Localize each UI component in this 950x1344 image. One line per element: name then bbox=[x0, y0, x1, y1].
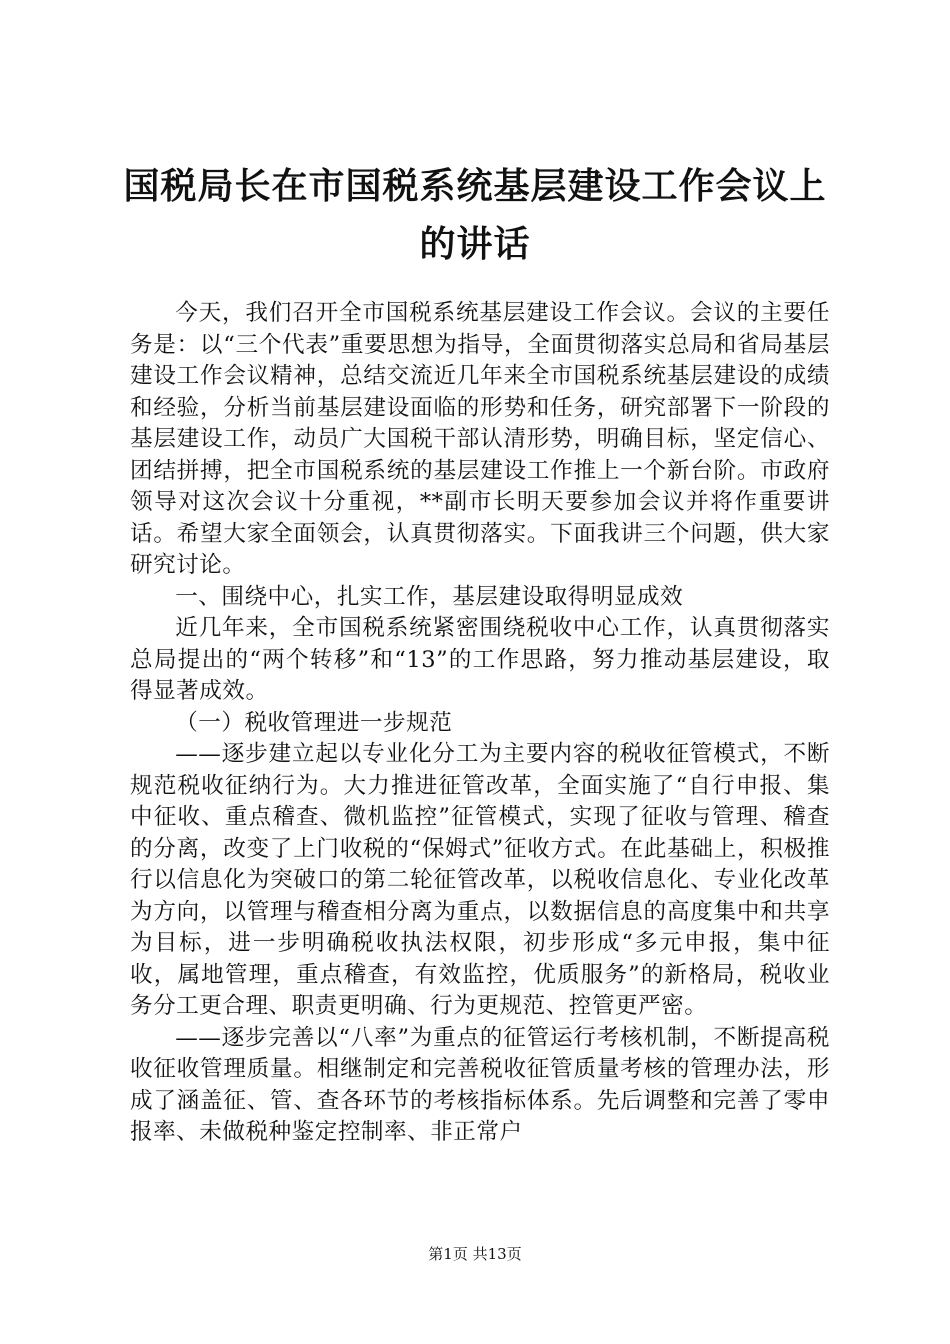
document-body bbox=[130, 298, 830, 1149]
document-title: 国税局长在市国税系统基层建设工作会议上的讲话 bbox=[123, 166, 827, 265]
paragraph-section-1-intro: 近几年来，全市国税系统紧密围绕税收中心工作，认真贯彻落实总局提出的“两个转移”和“13”的工作思路，努力推动基层建设，取得显著成效。 bbox=[130, 615, 830, 704]
paragraph-intro: 今天，我们召开全市国税系统基层建设工作会议。会议的主要任务是：以“三个代表”重要思想为指导，全面贯彻落实总局和省局基层建设工作会议精神，总结交流近几年来全市国税系统基层建设的成绩和经验，分析当前基层建设面临的形势和任务，研究部署下一阶段的基层建设工作，动员广大国税干部认清形势，明确目标，坚定信心、团结拼搏，把全市国税系统的基层建设工作推上一个新台阶。市政府领导对这次会议十分重视，**副市长明天要参加会议并将作重要讲话。希望大家全面领会，认真贯彻落实。下面我讲三个问题，供大家研究讨论。 bbox=[130, 300, 830, 578]
paragraph-bullet-1: ——逐步建立起以专业化分工为主要内容的税收征管模式，不断规范税收征纳行为。大力推进征管改革，全面实施了“自行申报、集中征收、重点稽查、微机监控”征管模式，实现了征收与管理、稽查的分离，改变了上门收税的“保姆式”征收方式。在此基础上，积极推行以信息化为突破口的第二轮征管改革，以税收信息化、专业化改革为方向，以管理与稽查相分离为重点，以数据信息的高度集中和共享为目标，进一步明确税收执法权限，初步形成“多元申报，集中征收，属地管理，重点稽查，有效监控，优质服务”的新格局，税收业务分工更合理、职责更明确、行为更规范、控管更严密。 bbox=[130, 741, 830, 1019]
page-number-footer: 第1页 共13页 bbox=[428, 1245, 522, 1263]
section-heading-1: 一、围绕中心，扎实工作，基层建设取得明显成效 bbox=[175, 583, 684, 610]
paragraph-bullet-2: ——逐步完善以“八率”为重点的征管运行考核机制，不断提高税收征收管理质量。相继制定和完善税收征管质量考核的管理办法，形成了涵盖征、管、查各环节的考核指标体系。先后调整和完善了零申报率、未做税种鉴定控制率、非正常户 bbox=[130, 1024, 830, 1145]
subsection-heading-1: （一）税收管理进一步规范 bbox=[175, 709, 453, 736]
